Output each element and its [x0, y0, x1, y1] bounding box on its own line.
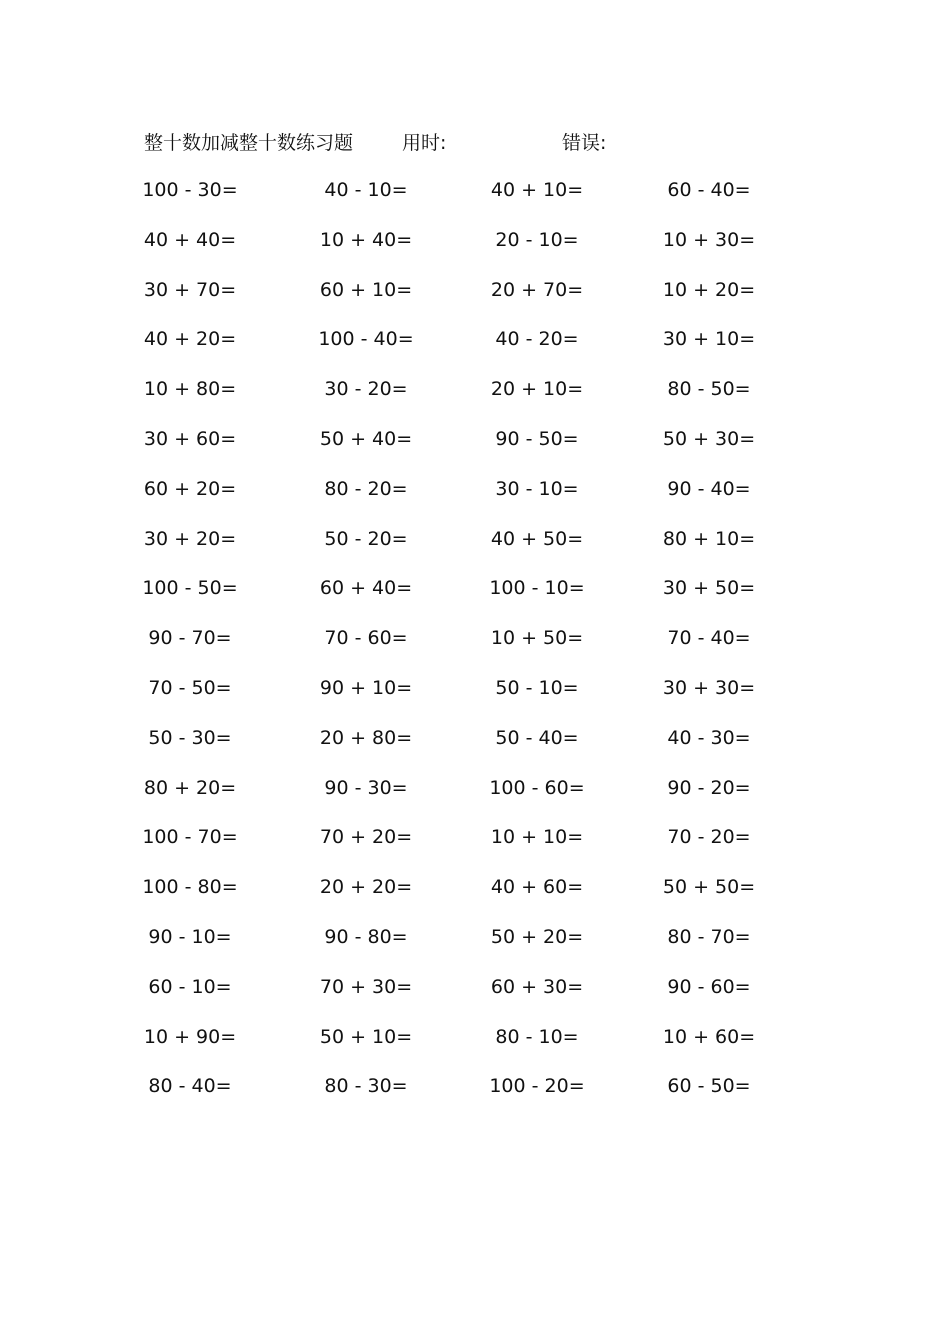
- arithmetic-problem: 30 + 50=: [662, 577, 756, 600]
- problem-row: [0, 275, 950, 325]
- arithmetic-problem: 70 - 50=: [148, 676, 232, 699]
- arithmetic-problem: 80 + 20=: [143, 776, 237, 799]
- arithmetic-problem: 100 - 30=: [142, 179, 238, 201]
- arithmetic-problem: 80 - 50=: [667, 378, 751, 401]
- arithmetic-problem: 50 + 50=: [662, 876, 756, 899]
- arithmetic-problem: 90 - 20=: [667, 776, 751, 799]
- arithmetic-problem: 90 + 10=: [319, 676, 413, 699]
- arithmetic-problem: 60 - 50=: [667, 1075, 751, 1098]
- arithmetic-problem: 50 - 10=: [495, 676, 579, 699]
- arithmetic-problem: 80 - 40=: [148, 1075, 232, 1098]
- arithmetic-problem: 100 - 80=: [142, 876, 238, 899]
- worksheet-title: 整十数加减整十数练习题: [144, 132, 354, 154]
- arithmetic-problem: 60 - 40=: [667, 179, 751, 201]
- arithmetic-problem: 60 + 20=: [143, 477, 237, 500]
- arithmetic-problem: 80 - 10=: [495, 1025, 579, 1048]
- problem-row: [0, 374, 950, 424]
- problem-row: [0, 723, 950, 773]
- arithmetic-problem: 30 + 30=: [662, 676, 756, 699]
- arithmetic-problem: 90 - 60=: [667, 975, 751, 998]
- problem-row: [0, 524, 950, 574]
- arithmetic-problem: 50 - 40=: [495, 726, 579, 749]
- arithmetic-problem: 20 + 70=: [490, 278, 584, 301]
- arithmetic-problem: 60 + 40=: [319, 577, 413, 600]
- arithmetic-problem: 70 + 20=: [319, 826, 413, 849]
- problem-row: [0, 922, 950, 972]
- arithmetic-problem: 90 - 80=: [324, 925, 408, 948]
- arithmetic-problem: 20 + 10=: [490, 378, 584, 401]
- arithmetic-problem: 80 + 10=: [662, 527, 756, 550]
- problem-row: [0, 673, 950, 723]
- arithmetic-problem: 10 + 90=: [143, 1025, 237, 1048]
- problem-row: [0, 773, 950, 823]
- arithmetic-problem: 10 + 50=: [490, 627, 584, 650]
- arithmetic-problem: 100 - 70=: [142, 826, 238, 849]
- arithmetic-problem: 20 + 80=: [319, 726, 413, 749]
- arithmetic-problem: 30 - 10=: [495, 477, 579, 500]
- worksheet-header: [0, 128, 950, 158]
- arithmetic-problem: 40 + 40=: [143, 228, 237, 251]
- arithmetic-problem: 40 + 60=: [490, 876, 584, 899]
- arithmetic-problem: 100 - 40=: [318, 328, 414, 351]
- arithmetic-problem: 20 - 10=: [495, 228, 579, 251]
- arithmetic-problem: 90 - 30=: [324, 776, 408, 799]
- problem-row: [0, 424, 950, 474]
- arithmetic-problem: 60 + 10=: [319, 278, 413, 301]
- arithmetic-problem: 50 - 30=: [148, 726, 232, 749]
- arithmetic-problem: 60 + 30=: [490, 975, 584, 998]
- arithmetic-problem: 20 + 20=: [319, 876, 413, 899]
- problem-row: [0, 1022, 950, 1072]
- arithmetic-problem: 50 + 20=: [490, 925, 584, 948]
- arithmetic-problem: 90 - 70=: [148, 627, 232, 650]
- arithmetic-problem: 80 - 20=: [324, 477, 408, 500]
- arithmetic-problem: 50 - 20=: [324, 527, 408, 550]
- arithmetic-problem: 10 + 30=: [662, 228, 756, 251]
- arithmetic-problem: 10 + 60=: [662, 1025, 756, 1048]
- problem-row: [0, 872, 950, 922]
- arithmetic-problem: 40 - 20=: [495, 328, 579, 351]
- arithmetic-problem: 40 + 10=: [490, 179, 584, 201]
- problem-row: [0, 1071, 950, 1121]
- problem-row: [0, 225, 950, 275]
- arithmetic-problem: 60 - 10=: [148, 975, 232, 998]
- arithmetic-problem: 90 - 40=: [667, 477, 751, 500]
- arithmetic-problem: 10 + 40=: [319, 228, 413, 251]
- arithmetic-problem: 30 + 10=: [662, 328, 756, 351]
- arithmetic-problem: 50 + 30=: [662, 427, 756, 450]
- arithmetic-problem: 70 - 60=: [324, 627, 408, 650]
- arithmetic-problem: 30 + 70=: [143, 278, 237, 301]
- arithmetic-problem: 10 + 10=: [490, 826, 584, 849]
- arithmetic-problem: 100 - 50=: [142, 577, 238, 600]
- arithmetic-problem: 90 - 50=: [495, 427, 579, 450]
- problem-row: [0, 822, 950, 872]
- arithmetic-problem: 30 - 20=: [324, 378, 408, 401]
- arithmetic-problem: 10 + 20=: [662, 278, 756, 301]
- errors-label: 错误:: [562, 132, 607, 154]
- problem-row: [0, 474, 950, 524]
- arithmetic-problem: 90 - 10=: [148, 925, 232, 948]
- arithmetic-problem: 80 - 70=: [667, 925, 751, 948]
- arithmetic-problem: 100 - 10=: [489, 577, 585, 600]
- arithmetic-problem: 100 - 60=: [489, 776, 585, 799]
- arithmetic-problem: 30 + 60=: [143, 427, 237, 450]
- time-used-label: 用时:: [402, 132, 447, 154]
- arithmetic-problem: 70 + 30=: [319, 975, 413, 998]
- arithmetic-problem: 40 - 30=: [667, 726, 751, 749]
- arithmetic-problem: 50 + 10=: [319, 1025, 413, 1048]
- problem-row: [0, 623, 950, 673]
- problem-row: [0, 972, 950, 1022]
- arithmetic-problem: 40 - 10=: [324, 179, 408, 201]
- problem-row: [0, 324, 950, 374]
- problem-grid: [0, 175, 950, 1121]
- arithmetic-problem: 10 + 80=: [143, 378, 237, 401]
- arithmetic-problem: 50 + 40=: [319, 427, 413, 450]
- problem-row: [0, 175, 950, 225]
- arithmetic-problem: 100 - 20=: [489, 1075, 585, 1098]
- arithmetic-problem: 80 - 30=: [324, 1075, 408, 1098]
- problem-row: [0, 573, 950, 623]
- arithmetic-problem: 70 - 40=: [667, 627, 751, 650]
- arithmetic-problem: 40 + 20=: [143, 328, 237, 351]
- arithmetic-problem: 40 + 50=: [490, 527, 584, 550]
- arithmetic-problem: 30 + 20=: [143, 527, 237, 550]
- arithmetic-problem: 70 - 20=: [667, 826, 751, 849]
